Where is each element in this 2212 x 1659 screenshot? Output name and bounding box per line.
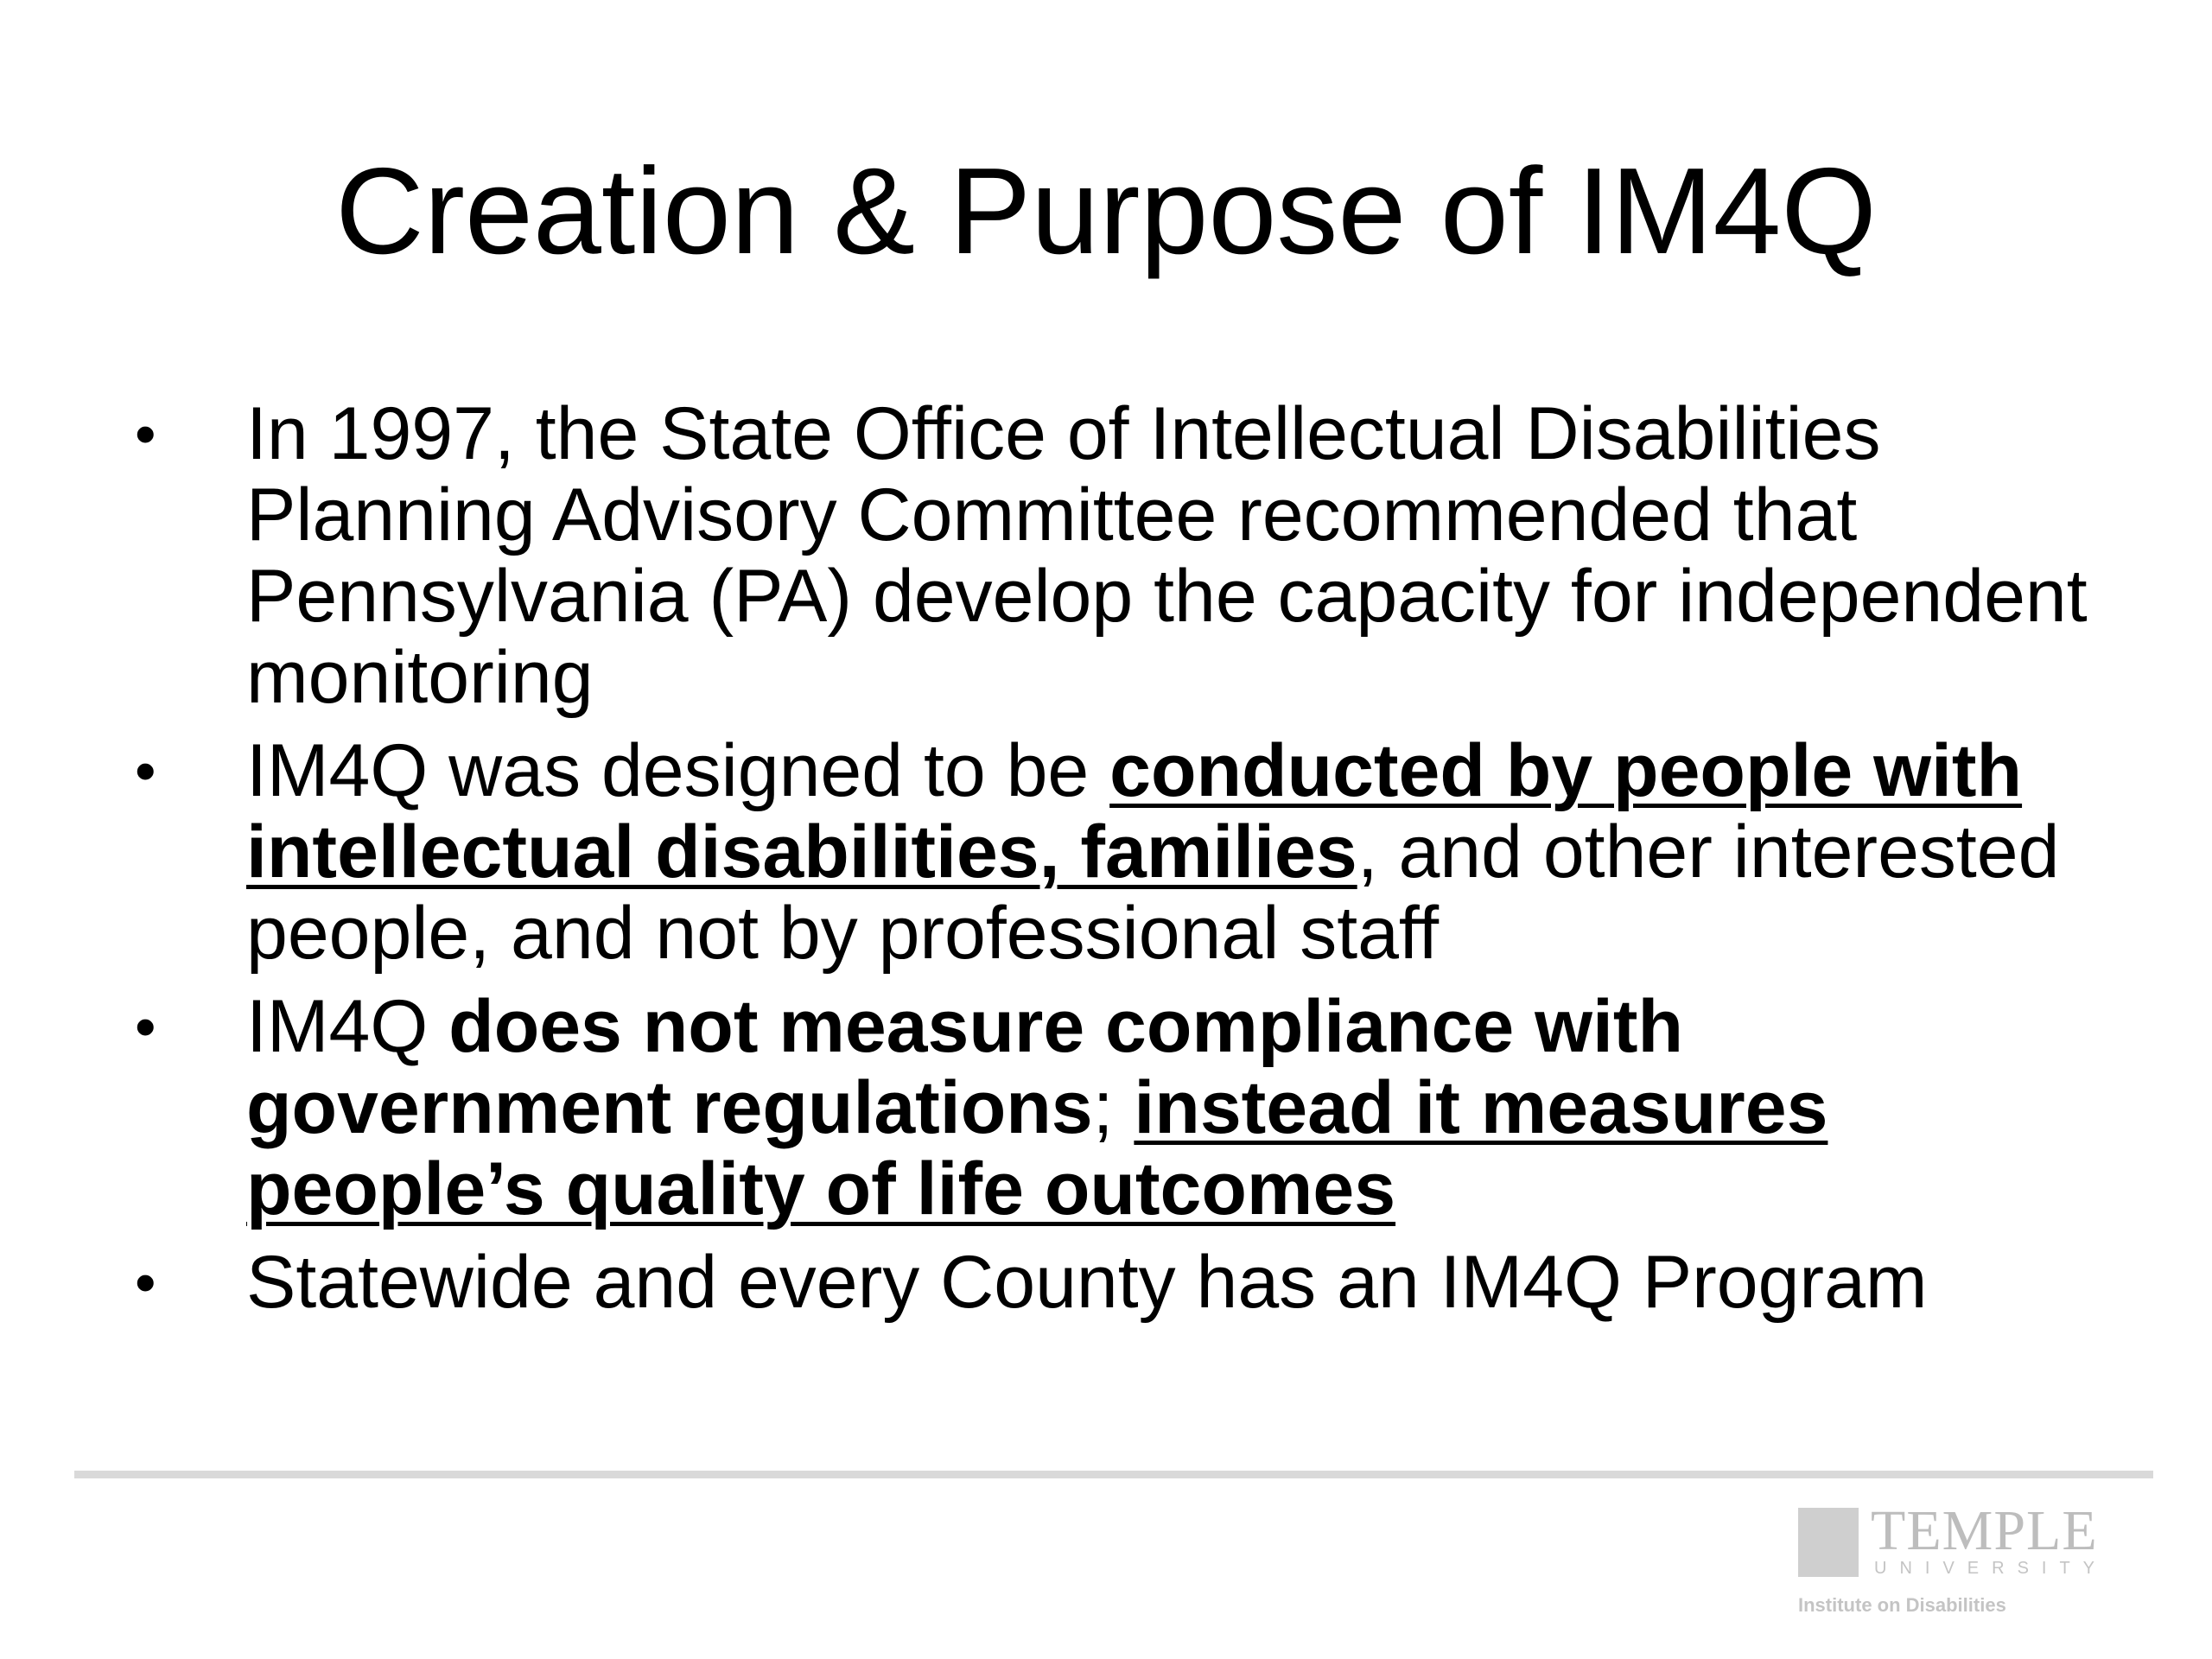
bullet-text: Statewide and every County has an IM4Q Program — [246, 1241, 1928, 1324]
bullet-marker: • — [135, 993, 156, 1060]
logo-subtitle: UNIVERSITY — [1874, 1559, 2108, 1578]
bullet-item-2 — [130, 730, 2117, 974]
logo-square-icon — [1798, 1508, 1859, 1577]
bullet-text: In 1997, the State Office of Intellectual Disabilities Planning Advisory Committee recommended that Pennsylvania (PA) develop the capacity for independent monitoring — [246, 392, 2088, 719]
bullet-text: IM4Q — [246, 985, 449, 1068]
bullet-marker: • — [135, 400, 156, 467]
bullet-text: ; — [1092, 1066, 1135, 1149]
bullet-text: , and other interested people, and not by professional staff — [246, 810, 2060, 975]
bullet-marker: • — [135, 1249, 156, 1316]
bullet-item-1 — [130, 393, 2117, 718]
logo-name: TEMPLE — [1871, 1499, 2098, 1562]
logo-institute: Institute on Disabilities — [1798, 1594, 2006, 1616]
bullet-marker: • — [135, 737, 156, 804]
bullet-item-3 — [130, 986, 2117, 1230]
bullet-emphasis: conducted by people with intellectual disabilities, families — [246, 729, 2023, 893]
footer-divider — [74, 1471, 2153, 1478]
bullet-bold: does not measure compliance with government regulations — [246, 985, 1684, 1149]
bullet-list — [130, 393, 2117, 1335]
bullet-emphasis: instead it measures people’s quality of life outcomes — [246, 1066, 1828, 1230]
slide-title: Creation & Purpose of IM4Q — [335, 143, 1877, 280]
bullet-item-4 — [130, 1242, 2117, 1323]
bullet-text: IM4Q was designed to be — [246, 729, 1110, 812]
temple-university-logo — [1793, 1499, 2139, 1629]
